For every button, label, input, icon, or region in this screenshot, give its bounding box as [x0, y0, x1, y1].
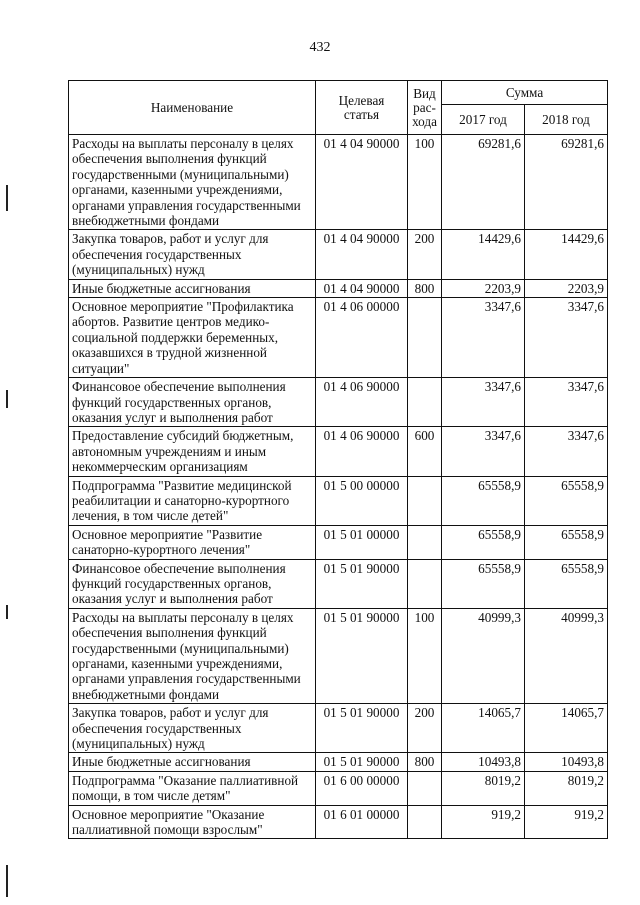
table-row	[69, 230, 608, 279]
row-name: Закупка товаров, работ и услуг для обеспечения государственных (муниципальных) нужд	[69, 230, 316, 279]
row-name: Закупка товаров, работ и услуг для обеспечения государственных (муниципальных) нужд	[69, 704, 316, 753]
row-name: Предоставление субсидий бюджетным, автономным учреждениям и иным некоммерческим организациям	[69, 427, 316, 476]
header-name: Наименование	[69, 81, 316, 135]
table-row	[69, 704, 608, 753]
table-row	[69, 805, 608, 839]
row-code: 01 5 01 90000	[316, 608, 408, 703]
row-2018: 65558,9	[525, 559, 608, 608]
row-name: Расходы на выплаты персоналу в целях обеспечения выполнения функций государственными (муниципальными) органами, казенными учреждениями, органами управления государственными внебюджетными фондами	[69, 608, 316, 703]
row-kind	[408, 378, 442, 427]
header-kind-line2: рас-	[413, 99, 436, 115]
row-code: 01 5 01 90000	[316, 704, 408, 753]
table-row	[69, 771, 608, 805]
scan-mark	[6, 865, 8, 897]
row-2018: 10493,8	[525, 753, 608, 771]
scan-mark	[6, 605, 8, 619]
row-kind: 100	[408, 608, 442, 703]
row-code: 01 4 04 90000	[316, 230, 408, 279]
row-kind: 200	[408, 704, 442, 753]
row-2017: 3347,6	[442, 378, 525, 427]
scan-mark	[6, 185, 8, 211]
header-sum: Сумма	[442, 81, 608, 105]
row-2018: 14429,6	[525, 230, 608, 279]
row-2018: 3347,6	[525, 298, 608, 378]
row-kind	[408, 298, 442, 378]
page-number: 432	[309, 40, 331, 55]
row-code: 01 4 06 90000	[316, 427, 408, 476]
table-row	[69, 753, 608, 771]
row-name: Иные бюджетные ассигнования	[69, 279, 316, 297]
row-2017: 65558,9	[442, 559, 525, 608]
header-year-2017: 2017 год	[442, 105, 525, 135]
header-expense-kind	[408, 81, 442, 135]
row-2017: 3347,6	[442, 298, 525, 378]
row-name: Подпрограмма "Оказание паллиативной помощи, в том числе детям"	[69, 771, 316, 805]
row-code: 01 5 01 00000	[316, 525, 408, 559]
table-row	[69, 279, 608, 297]
row-2017: 14065,7	[442, 704, 525, 753]
row-2018: 2203,9	[525, 279, 608, 297]
row-code: 01 6 01 00000	[316, 805, 408, 839]
row-code: 01 4 06 90000	[316, 378, 408, 427]
header-year-2018: 2018 год	[525, 105, 608, 135]
row-kind	[408, 476, 442, 525]
row-name: Основное мероприятие "Развитие санаторно-курортного лечения"	[69, 525, 316, 559]
table-row	[69, 135, 608, 230]
row-kind: 200	[408, 230, 442, 279]
table-header-row	[69, 81, 608, 105]
row-name: Основное мероприятие "Оказание паллиативной помощи взрослым"	[69, 805, 316, 839]
row-kind	[408, 805, 442, 839]
row-2017: 14429,6	[442, 230, 525, 279]
row-code: 01 5 00 00000	[316, 476, 408, 525]
row-2017: 2203,9	[442, 279, 525, 297]
scan-mark	[6, 390, 8, 408]
row-code: 01 5 01 90000	[316, 753, 408, 771]
header-kind-line3: хода	[412, 113, 437, 129]
row-kind	[408, 771, 442, 805]
row-kind: 600	[408, 427, 442, 476]
row-kind: 100	[408, 135, 442, 230]
row-name: Финансовое обеспечение выполнения функций государственных органов, оказания услуг и выполнения работ	[69, 559, 316, 608]
table-row	[69, 525, 608, 559]
row-kind: 800	[408, 753, 442, 771]
row-2018: 14065,7	[525, 704, 608, 753]
table-row	[69, 378, 608, 427]
row-2017: 40999,3	[442, 608, 525, 703]
row-code: 01 6 00 00000	[316, 771, 408, 805]
row-name: Финансовое обеспечение выполнения функций государственных органов, оказания услуг и выполнения работ	[69, 378, 316, 427]
table-row	[69, 476, 608, 525]
row-2017: 8019,2	[442, 771, 525, 805]
row-2018: 40999,3	[525, 608, 608, 703]
row-2017: 10493,8	[442, 753, 525, 771]
row-2017: 69281,6	[442, 135, 525, 230]
table-row	[69, 559, 608, 608]
row-2018: 3347,6	[525, 378, 608, 427]
row-2018: 65558,9	[525, 476, 608, 525]
row-code: 01 4 06 00000	[316, 298, 408, 378]
row-name: Расходы на выплаты персоналу в целях обеспечения выполнения функций государственными (муниципальными) органами, казенными учреждениями, органами управления государственными внебюджетными фондами	[69, 135, 316, 230]
table-body	[69, 135, 608, 839]
row-2018: 65558,9	[525, 525, 608, 559]
row-2018: 3347,6	[525, 427, 608, 476]
row-kind	[408, 559, 442, 608]
row-kind	[408, 525, 442, 559]
row-name: Иные бюджетные ассигнования	[69, 753, 316, 771]
row-name: Подпрограмма "Развитие медицинской реабилитации и санаторно-курортного лечения, в том числе детей"	[69, 476, 316, 525]
budget-table	[68, 80, 608, 839]
row-2018: 8019,2	[525, 771, 608, 805]
row-kind: 800	[408, 279, 442, 297]
row-code: 01 4 04 90000	[316, 135, 408, 230]
row-2017: 65558,9	[442, 476, 525, 525]
table-row	[69, 427, 608, 476]
table-row	[69, 298, 608, 378]
row-2017: 65558,9	[442, 525, 525, 559]
row-2017: 919,2	[442, 805, 525, 839]
row-code: 01 5 01 90000	[316, 559, 408, 608]
row-name: Основное мероприятие "Профилактика абортов. Развитие центров медико-социальной поддержки беременных, оказавшихся в трудной жизненной ситуации"	[69, 298, 316, 378]
row-2018: 69281,6	[525, 135, 608, 230]
row-2017: 3347,6	[442, 427, 525, 476]
row-2018: 919,2	[525, 805, 608, 839]
header-target-article: Целевая статья	[316, 81, 408, 135]
row-code: 01 4 04 90000	[316, 279, 408, 297]
table-row	[69, 608, 608, 703]
header-kind-line1: Вид	[413, 85, 436, 101]
